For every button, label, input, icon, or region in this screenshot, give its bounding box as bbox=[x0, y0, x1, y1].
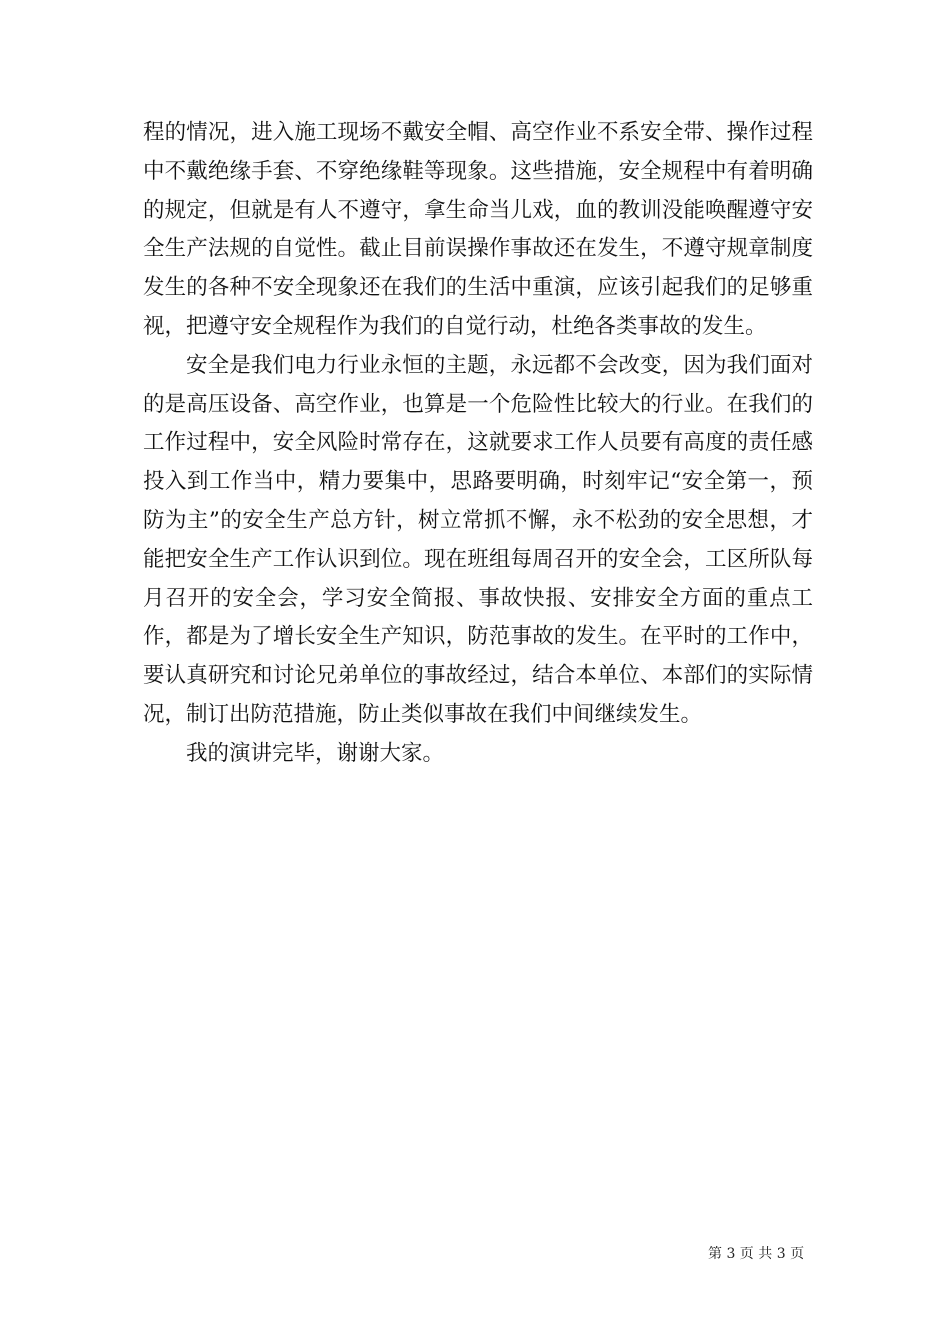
paragraph-safety-theme: 安全是我们电力行业永恒的主题，永远都不会改变，因为我们面对的是高压设备、高空作业，也算是一个危险性比较大的行业。在我们的工作过程中，安全风险时常存在，这就要求工作人员要有高度的责任感投入到工作当中，精力要集中，思路要明确，时刻牢记“安全第一，预防为主”的安全生产总方针，树立常抓不懈，永不松劲的安全思想，才能把安全生产工作认识到位。现在班组每周召开的安全会，工区所队每月召开的安全会，学习安全简报、事故快报、安排安全方面的重点工作，都是为了增长安全生产知识，防范事故的发生。在平时的工作中，要认真研究和讨论兄弟单位的事故经过，结合本单位、本部们的实际情况，制订出防范措施，防止类似事故在我们中间继续发生。 bbox=[143, 352, 813, 727]
paragraph-closing: 我的演讲完毕，谢谢大家。 bbox=[186, 740, 445, 766]
page-number-footer: 第 3 页 共 3 页 bbox=[708, 1246, 805, 1262]
paragraph-continued: 程的情况，进入施工现场不戴安全帽、高空作业不系安全带、操作过程中不戴绝缘手套、不穿绝缘鞋等现象。这些措施，安全规程中有着明确的规定，但就是有人不遵守，拿生命当儿戏，血的教训没能唤醒遵守安全生产法规的自觉性。截止目前误操作事故还在发生，不遵守规章制度发生的各种不安全现象还在我们的生活中重演，应该引起我们的足够重视，把遵守安全规程作为我们的自觉行动，杜绝各类事故的发生。 bbox=[143, 120, 813, 339]
document-body bbox=[143, 114, 813, 774]
